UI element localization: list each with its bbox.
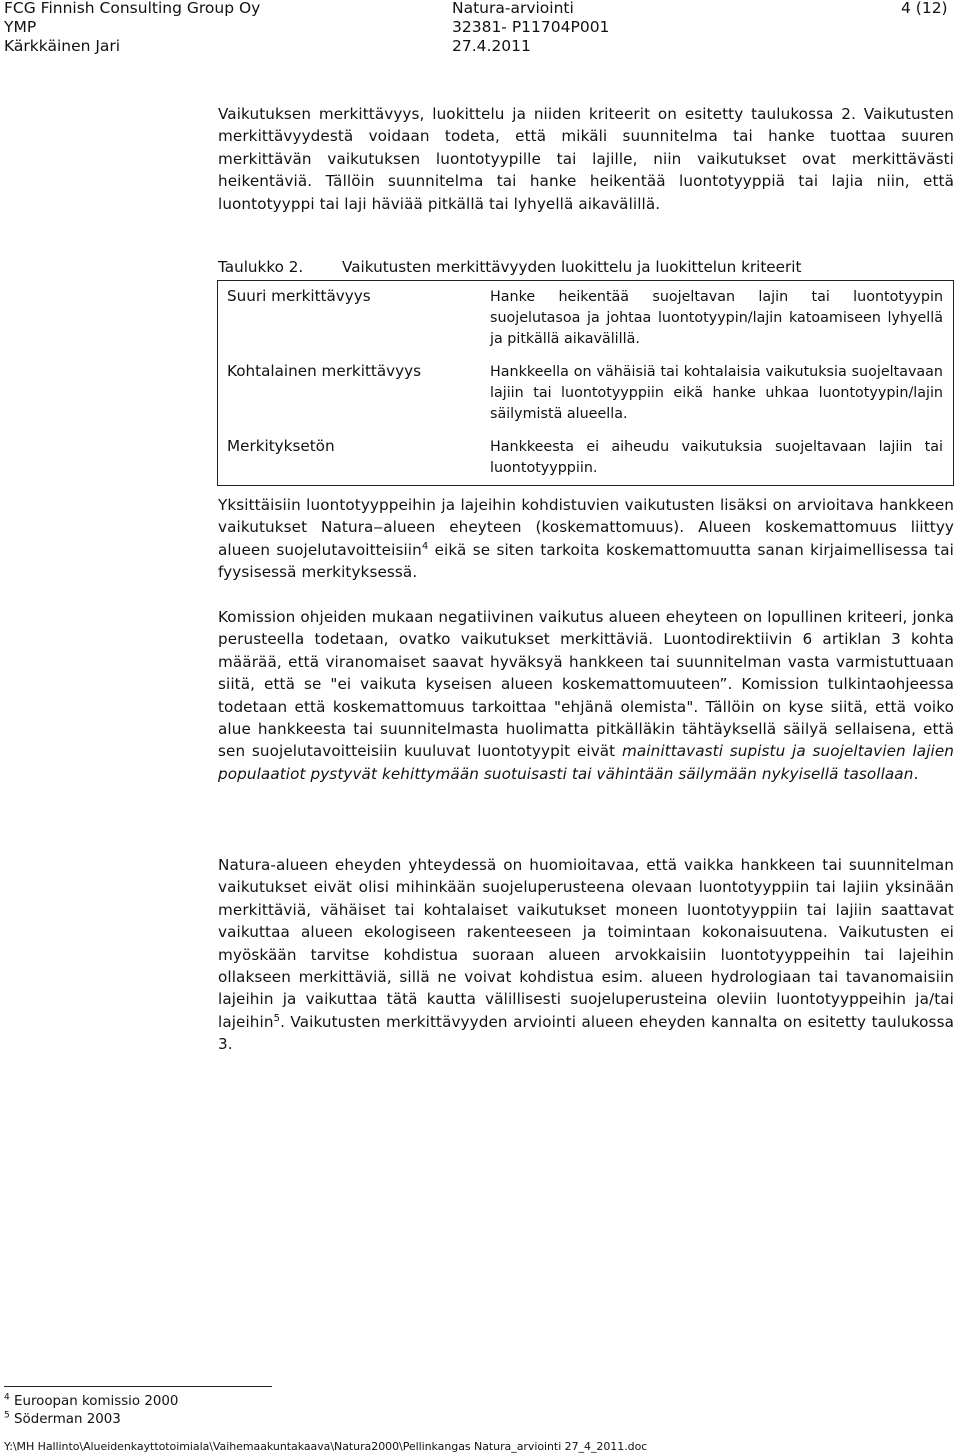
table-caption	[218, 258, 801, 276]
paragraph-text: eikä se siten tarkoita koskemattomuutta sanan kirjaimellisessa tai fyysisessä merkityksessä.	[218, 540, 954, 582]
page-header	[0, 0, 960, 60]
natura-paragraph	[218, 854, 954, 1056]
italic-quote: mainittavasti supistu ja suojeltavien lajien populaatiot pystyvät kehittymään suotuisasti tai vähintään säilymään nykyisellä tasollaan	[218, 742, 955, 783]
footnote-separator	[4, 1386, 272, 1387]
document-title: Natura-arviointi	[452, 0, 574, 17]
paragraph-text: Natura-alueen eheyden yhteydessä on huomioitavaa, että vaikka hankkeen tai suunnitelman vaikutukset eivät olisi mihinkään suojeluperusteena olevaan luontotyyppiin tai lajiin yksinään merkittäviä, vähäiset tai kohtalaiset vaikutukset moneen luontotyyppiin tai lajiin saattavat vaikuttaa alueen ekologiseen rakenteeseen ja toimintaan kokonaisuutena. Vaikutusten ei myöskään tarvitse kohdistua suoraan alueen arvokkaisiin luontotyyppeihin tai lajeihin ollakseen merkittäviä, sillä ne voivat kohdistua esim. alueen hydrologiaan tai tavanomaisiin lajeihin ja vaikuttaa tätä kautta välillisesti suojeluperusteina oleviin luontotyyppeihin ja/tai lajeihin	[218, 856, 954, 1031]
intro-text-b: Tällöin suunnitelma tai hanke heikentää luontotyyppiä tai lajia niin, että luontotyyppi tai laji häviää pitkällä tai lyhyellä aikavälillä.	[218, 172, 954, 213]
footnote-ref: 5	[273, 1012, 281, 1024]
footnote	[4, 1394, 178, 1409]
integrity-paragraph	[218, 494, 954, 584]
paragraph-text: Yksittäisiin luontotyyppeihin ja lajeihin kohdistuvien vaikutusten lisäksi on arvioitava hankkeen vaikutukset Natura‒alueen eheyteen (koskemattomuus). Alueen koskemattomuus liittyy alueen suojelutavoitteisiin	[218, 496, 954, 559]
paragraph-text: .	[913, 764, 919, 783]
author-name: Kärkkäinen Jari	[4, 37, 121, 55]
commission-paragraph	[218, 606, 954, 785]
document-date: 27.4.2011	[452, 37, 531, 55]
project-code: 32381- P11704P001	[452, 18, 610, 36]
footnote-number: 4	[4, 1392, 10, 1403]
file-path: Y:\MH Hallinto\Alueidenkayttotoimiala\Vaihemaakuntakaava\Natura2000\Pellinkangas Natura_arviointi 27_4_2011.doc	[4, 1440, 648, 1453]
table-row	[218, 431, 954, 486]
table-caption-text: Vaikutusten merkittävyyden luokittelu ja luokittelun kriteerit	[342, 258, 802, 276]
footnote	[4, 1412, 121, 1427]
footnote-text: Söderman 2003	[14, 1412, 121, 1427]
table-number: Taulukko 2.	[218, 258, 304, 276]
significance-level: Kohtalainen merkittävyys	[227, 362, 422, 380]
table-row	[218, 281, 954, 357]
significance-level: Merkityksetön	[227, 437, 335, 455]
unit-name: YMP	[4, 18, 37, 36]
paragraph-text: . Vaikutusten merkittävyyden arviointi alueen eheyden kannalta on esitetty taulukossa 3.	[218, 1012, 954, 1054]
page-number: 4 (12)	[901, 0, 948, 17]
significance-criteria: Hankkeella on vähäisiä tai kohtalaisia vaikutuksia suojeltavaan lajiin tai luontotyyppiin eikä hanke uhkaa luontotyypin/lajin säilymistä alueella.	[490, 364, 943, 422]
table-row	[218, 356, 954, 431]
intro-paragraph	[218, 103, 954, 215]
significance-criteria: Hanke heikentää suojeltavan lajin tai luontotyypin suojelutasoa ja johtaa luontotyypin/lajin katoamiseen lyhyellä ja pitkällä aikavälillä.	[490, 289, 943, 347]
intro-text-a: Vaikutuksen merkittävyys, luokittelu ja niiden kriteerit on esitetty taulukossa 2. Vaikutusten merkittävyydestä voidaan todeta, että mikäli suunnitelma tai hanke tuottaa suuren merkittävän vaikutuksen luontotyypille tai lajille, niin vaikutukset ovat merkittävästi heikentäviä.	[218, 105, 954, 191]
footnote-text: Euroopan komissio 2000	[14, 1394, 179, 1409]
significance-level: Suuri merkittävyys	[227, 287, 371, 305]
company-name: FCG Finnish Consulting Group Oy	[4, 0, 261, 17]
footnote-number: 5	[4, 1410, 10, 1421]
paragraph-text: Komission ohjeiden mukaan negatiivinen vaikutus alueen eheyteen on lopullinen kriteeri, jonka perusteella todetaan, ovatko vaikutukset merkittäviä. Luontodirektiivin 6 artiklan 3 kohta määrää, että viranomaiset saavat hyväksyä hankkeen tai suunnitelman vasta varmistuttuaan siitä, että se "ei vaikuta kyseisen alueen koskemattomuuteen”. Komission tulkintaohjeessa todetaan että koskemattomuus tarkoittaa "ehjänä olemista". Tällöin on kyse siitä, että voiko alue hankkeesta tai suunnitelmasta huolimatta pitkälläkin tähtäyksellä säilyä sellaisena, että sen suojelutavoitteisiin kuuluvat luontotyypit eivät	[218, 608, 954, 761]
footnote-ref: 4	[421, 540, 429, 552]
significance-criteria: Hankkeesta ei aiheudu vaikutuksia suojeltavaan lajiin tai luontotyyppiin.	[490, 439, 943, 476]
significance-table	[217, 280, 954, 486]
